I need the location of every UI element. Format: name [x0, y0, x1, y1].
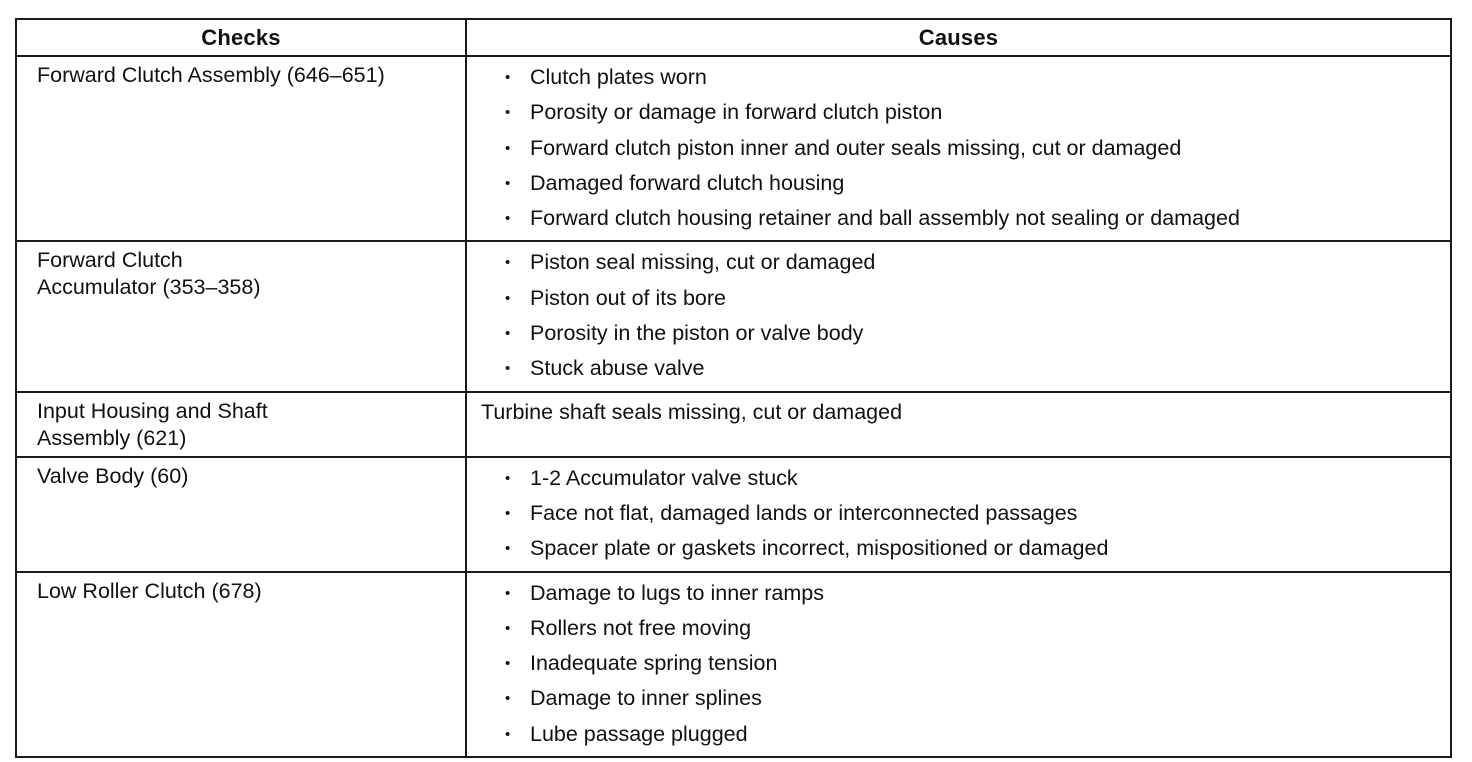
check-label: Valve Body (60) [37, 463, 189, 488]
table-header-row [16, 19, 1451, 56]
cause-item [505, 717, 1450, 752]
cause-item [505, 681, 1450, 716]
cause-item [505, 351, 1450, 386]
cause-text: Forward clutch piston inner and outer seals missing, cut or damaged [530, 135, 1182, 160]
bullet-icon: • [505, 360, 511, 378]
bullet-icon: • [505, 504, 511, 522]
check-cell [16, 457, 466, 572]
check-label: Forward Clutch Assembly (646–651) [37, 63, 385, 87]
table-row [16, 392, 1451, 457]
cause-text: 1-2 Accumulator valve stuck [530, 465, 798, 490]
cause-item [505, 611, 1450, 646]
header-causes: Causes [466, 19, 1451, 56]
cause-item [505, 95, 1450, 130]
bullet-icon: • [505, 690, 511, 708]
cause-text: Spacer plate or gaskets incorrect, mispositioned or damaged [530, 536, 1109, 561]
cause-item [505, 496, 1450, 531]
bullet-icon: • [505, 619, 511, 637]
cause-list [467, 458, 1450, 571]
causes-cell [466, 241, 1451, 391]
cause-item [505, 131, 1450, 166]
cause-item [505, 245, 1450, 280]
cause-item [505, 281, 1450, 316]
check-cell [16, 392, 466, 457]
causes-cell [466, 457, 1451, 572]
cause-item [505, 166, 1450, 201]
cause-text: Forward clutch housing retainer and ball assembly not sealing or damaged [530, 206, 1240, 231]
cause-text: Rollers not free moving [530, 615, 752, 640]
cause-item [505, 531, 1450, 566]
cause-text: Porosity or damage in forward clutch piston [530, 100, 943, 125]
header-checks: Checks [16, 19, 466, 56]
causes-cell [466, 572, 1451, 757]
check-cell [16, 572, 466, 757]
cause-text: Face not flat, damaged lands or interconnected passages [530, 500, 1078, 525]
table-row [16, 457, 1451, 572]
bullet-icon: • [505, 104, 511, 122]
cause-text: Lube passage plugged [530, 721, 748, 746]
causes-cell [466, 392, 1451, 457]
bullet-icon: • [505, 139, 511, 157]
cause-text: Turbine shaft seals missing, cut or damaged [481, 399, 903, 424]
bullet-icon: • [505, 254, 511, 272]
cause-text: Porosity in the piston or valve body [530, 321, 864, 346]
cause-item [505, 60, 1450, 95]
cause-list [467, 573, 1450, 756]
bullet-icon: • [505, 210, 511, 228]
cause-item [505, 461, 1450, 496]
cause-text: Inadequate spring tension [530, 651, 778, 676]
cause-text: Piston out of its bore [530, 285, 726, 310]
check-label: Forward Clutch Accumulator (353–358) [37, 248, 261, 300]
bullet-icon: • [505, 325, 511, 343]
table-row [16, 572, 1451, 757]
bullet-icon: • [505, 174, 511, 192]
cause-list [467, 57, 1450, 240]
cause-text: Stuck abuse valve [530, 356, 705, 381]
table-row [16, 241, 1451, 391]
table-row [16, 56, 1451, 241]
cause-item [505, 646, 1450, 681]
causes-cell [466, 56, 1451, 241]
bullet-icon: • [505, 725, 511, 743]
bullet-icon: • [505, 540, 511, 558]
cause-list [467, 242, 1450, 390]
cause-text: Piston seal missing, cut or damaged [530, 250, 876, 275]
bullet-icon: • [505, 469, 511, 487]
cause-text: Clutch plates worn [530, 65, 707, 89]
cause-item [505, 576, 1450, 611]
bullet-icon: • [505, 69, 511, 86]
bullet-icon: • [505, 655, 511, 673]
check-label: Input Housing and Shaft Assembly (621) [37, 398, 268, 450]
cause-item [505, 201, 1450, 236]
cause-text: Damage to inner splines [530, 686, 762, 711]
check-cell [16, 241, 466, 391]
check-label: Low Roller Clutch (678) [37, 578, 262, 603]
bullet-icon: • [505, 584, 511, 602]
bullet-icon: • [505, 289, 511, 307]
cause-item [505, 316, 1450, 351]
cause-text: Damage to lugs to inner ramps [530, 580, 824, 605]
check-cell [16, 56, 466, 241]
cause-text: Damaged forward clutch housing [530, 170, 845, 195]
checks-causes-table [15, 18, 1452, 758]
